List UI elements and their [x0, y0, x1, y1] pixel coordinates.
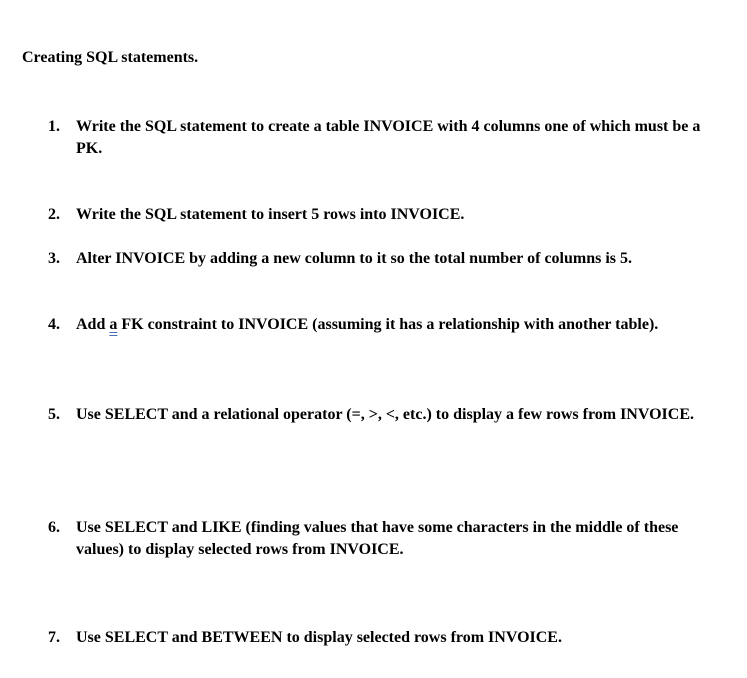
item-number: 6.	[48, 519, 60, 536]
item-text: Alter INVOICE by adding a new column to it so the total number of columns is 5.	[76, 250, 633, 267]
item-number: 5.	[48, 406, 60, 423]
item-text	[76, 314, 713, 336]
document-title: Creating SQL statements.	[22, 49, 199, 66]
item-number: 2.	[48, 206, 60, 223]
item-number: 1.	[48, 118, 60, 135]
list-item	[48, 204, 713, 226]
item-text-before: Add	[76, 316, 110, 333]
item-text: Use SELECT and LIKE (finding values that have some characters in the middle of these values) to display selected rows from INVOICE.	[76, 519, 679, 558]
item-text-after: FK constraint to INVOICE (assuming it has a relationship with another table).	[117, 316, 659, 333]
item-number: 3.	[48, 250, 60, 267]
list-item	[48, 517, 713, 561]
list-item	[48, 314, 713, 336]
list-item	[48, 116, 713, 160]
list-item	[48, 404, 713, 426]
list-item	[48, 627, 713, 649]
item-text: Use SELECT and a relational operator (=, >, <, etc.) to display a few rows from INVOICE.	[76, 406, 694, 423]
spellcheck-underlined-word: a	[109, 316, 118, 333]
item-text: Write the SQL statement to create a table INVOICE with 4 columns one of which must be a PK.	[76, 118, 701, 157]
item-number: 7.	[48, 629, 60, 646]
item-number: 4.	[48, 316, 60, 333]
list-item	[48, 248, 713, 270]
item-text: Use SELECT and BETWEEN to display selected rows from INVOICE.	[76, 629, 562, 646]
item-text: Write the SQL statement to insert 5 rows into INVOICE.	[76, 206, 465, 223]
